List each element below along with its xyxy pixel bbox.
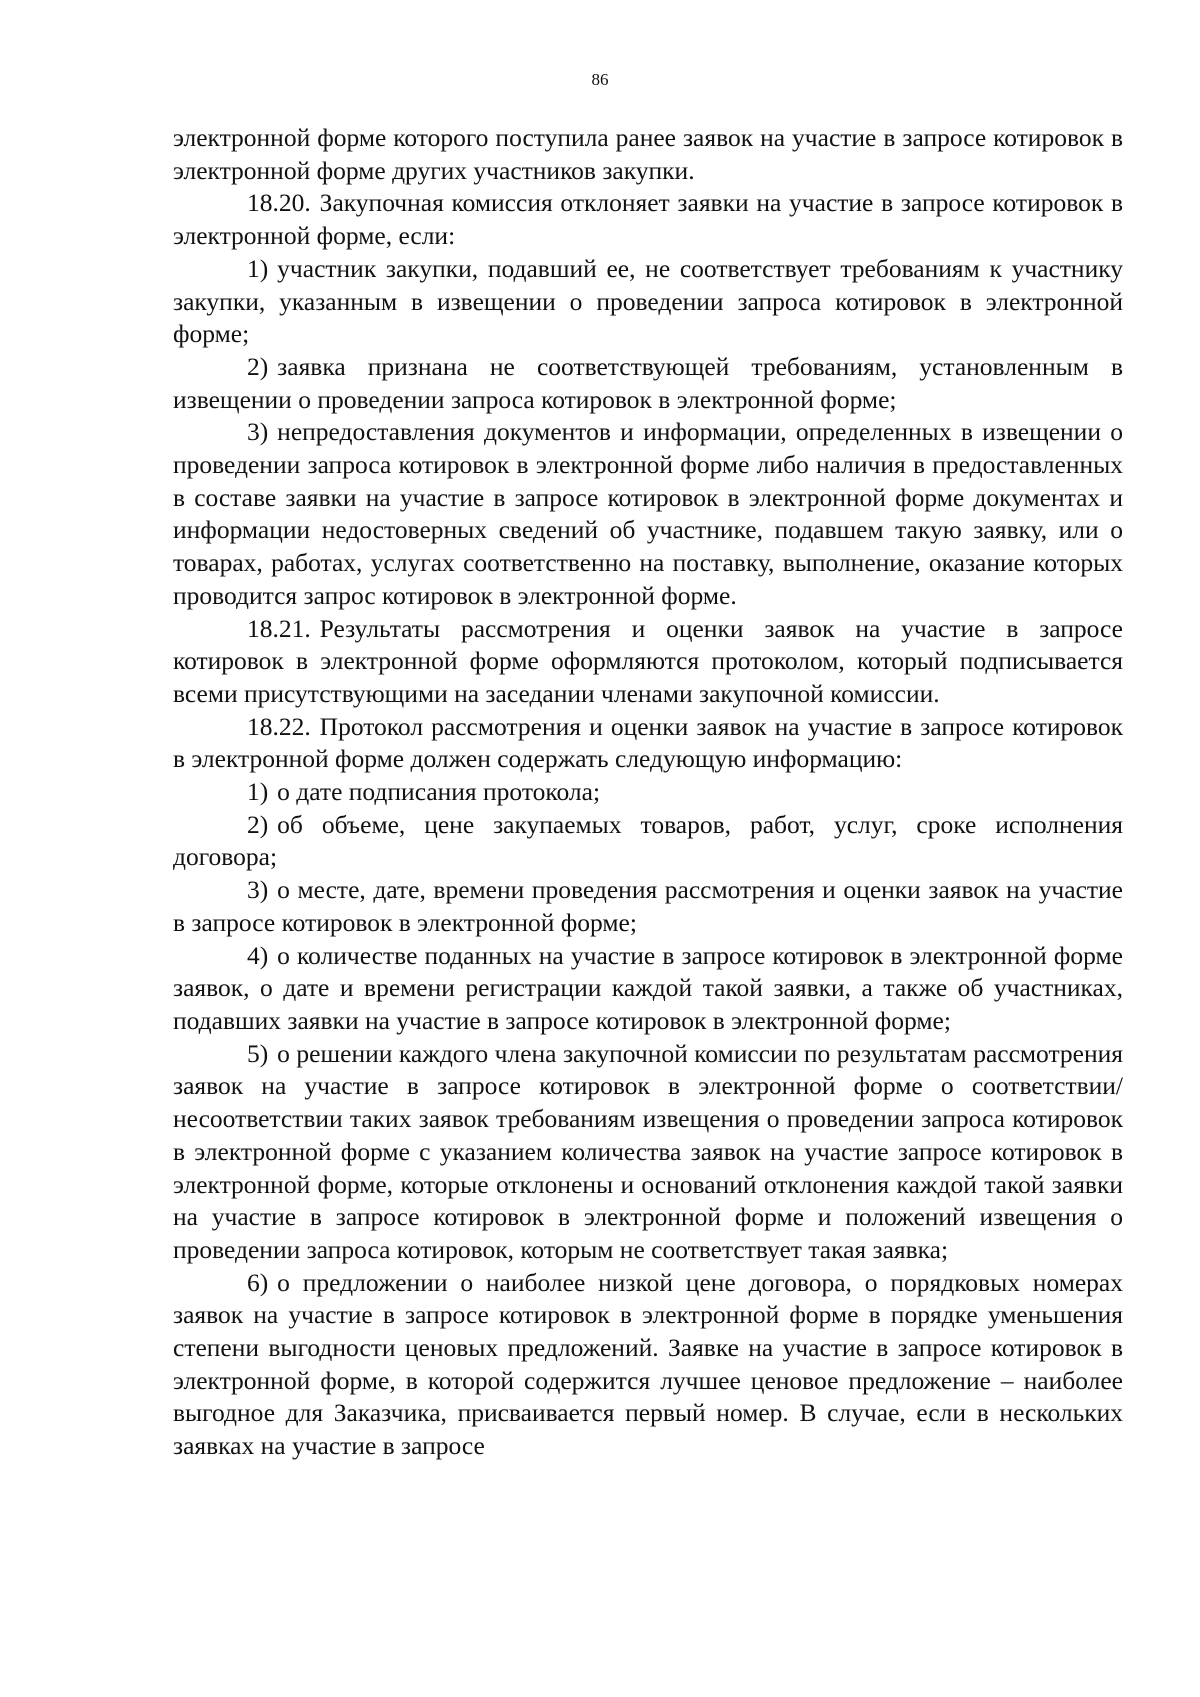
document-body: [173, 122, 1123, 1463]
paragraph-continuation: [173, 122, 1123, 187]
list-item-text: о количестве поданных на участие в запросе котировок в электронной форме заявок, о дате и времени регистрации каждой такой заявки, а также об участниках, подавших заявки на участие в запросе котировок в электронной форме;: [173, 940, 1123, 1035]
paragraph-18-21: [173, 613, 1123, 711]
list-item-text: непредоставления документов и информации, определенных в извещении о проведении запроса котировок в электронной форме либо наличия в предоставленных в составе заявки на участие в запросе котировок в электронной форме документах и информации недостоверных сведений об участнике, подавшем такую заявку, или о товарах, работах, услугах соответственно на поставку, выполнение, оказание которых проводится запрос котировок в электронной форме.: [173, 417, 1123, 610]
paragraph-text: электронной форме которого поступила ранее заявок на участие в запросе котировок в электронной форме других участников закупки.: [173, 123, 1123, 185]
list-item-18-22-2: [173, 809, 1123, 874]
list-item-label: 5): [247, 1038, 269, 1068]
list-item-18-22-6: [173, 1267, 1123, 1463]
list-item-18-22-4: [173, 940, 1123, 1038]
list-item-label: 6): [247, 1267, 269, 1297]
page-number: 86: [591, 70, 609, 89]
paragraph-label: 18.20.: [247, 188, 311, 218]
list-item-18-20-2: [173, 351, 1123, 416]
list-item-18-22-1: [173, 776, 1123, 809]
list-item-text: о предложении о наиболее низкой цене договора, о порядковых номерах заявок на участие в запросе котировок в электронной форме в порядке уменьшения степени выгодности ценовых предложений. Заявке на участие в запросе котировок в электронной форме, в которой содержится лучшее ценовое предложение – наиболее выгодное для Заказчика, присваивается первый номер. В случае, если в нескольких заявках на участие в запросе: [173, 1267, 1123, 1461]
paragraph-text: Результаты рассмотрения и оценки заявок на участие в запросе котировок в электронной форме оформляются протоколом, который подписывается всеми присутствующими на заседании членами закупочной комиссии.: [173, 613, 1123, 708]
list-item-label: 1): [247, 253, 269, 283]
paragraph-label: 18.21.: [247, 613, 311, 643]
list-item-label: 1): [247, 777, 269, 807]
list-item-label: 2): [247, 351, 269, 381]
paragraph-text: Протокол рассмотрения и оценки заявок на участие в запросе котировок в электронной форме должен содержать следующую информацию:: [173, 711, 1123, 774]
list-item-text: о месте, дате, времени проведения рассмотрения и оценки заявок на участие в запросе котировок в электронной форме;: [173, 875, 1123, 937]
paragraph-text: Закупочная комиссия отклоняет заявки на участие в запросе котировок в электронной форме, если:: [173, 188, 1123, 251]
paragraph-18-22: [173, 711, 1123, 776]
list-item-text: участник закупки, подавший ее, не соответствует требованиям к участнику закупки, указанным в извещении о проведении запроса котировок в электронной форме;: [173, 253, 1123, 349]
list-item-18-20-3: [173, 416, 1123, 612]
paragraph-label: 18.22.: [247, 711, 311, 741]
list-item-label: 3): [247, 875, 269, 905]
paragraph-18-20: [173, 187, 1123, 252]
list-item-18-22-5: [173, 1038, 1123, 1267]
list-item-label: 3): [247, 417, 269, 447]
list-item-text: заявка признана не соответствующей требованиям, установленным в извещении о проведении запроса котировок в электронной форме;: [173, 351, 1123, 414]
list-item-label: 2): [247, 809, 269, 839]
list-item-18-22-3: [173, 874, 1123, 939]
list-item-text: о решении каждого члена закупочной комиссии по результатам рассмотрения заявок на участие в запросе котировок в электронной форме о соответствии/несоответствии таких заявок требованиям извещения о проведении запроса котировок в электронной форме с указанием количества заявок на участие запросе котировок в электронной форме, которые отклонены и оснований отклонения каждой такой заявки на участие в запросе котировок в электронной форме и положений извещения о проведении запроса котировок, которым не соответствует такая заявка;: [173, 1038, 1123, 1264]
list-item-text: о дате подписания протокола;: [277, 777, 601, 807]
list-item-text: об объеме, цене закупаемых товаров, работ, услуг, сроке исполнения договора;: [173, 809, 1123, 872]
list-item-18-20-1: [173, 253, 1123, 351]
list-item-label: 4): [247, 940, 269, 970]
